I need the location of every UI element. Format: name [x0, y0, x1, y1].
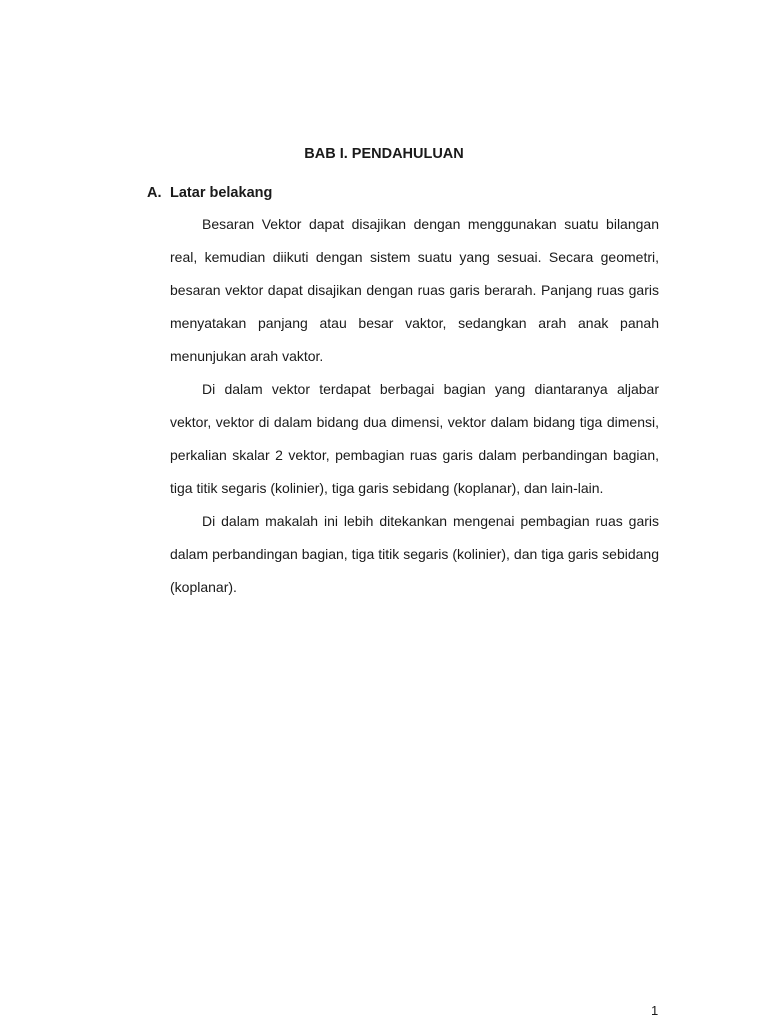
- section-heading: [147, 185, 272, 201]
- chapter-title: BAB I. PENDAHULUAN: [304, 146, 464, 162]
- paragraph-2: Di dalam vektor terdapat berbagai bagian yang diantaranya aljabar vektor, vektor di dalam bidang dua dimensi, vektor dalam bidang tiga dimensi, perkalian skalar 2 vektor, pembagian ruas garis dalam perbandingan bagian, tiga titik segaris (kolinier), tiga garis sebidang (koplanar), dan lain-lain.: [170, 381, 659, 496]
- section-letter: A.: [147, 185, 162, 201]
- section-title: Latar belakang: [170, 185, 273, 201]
- body-text: [170, 208, 659, 604]
- paragraph-1: Besaran Vektor dapat disajikan dengan menggunakan suatu bilangan real, kemudian diikuti dengan sistem suatu yang sesuai. Secara geometri, besaran vektor dapat disajikan dengan ruas garis berarah. Panjang ruas garis menyatakan panjang atau besar vaktor, sedangkan arah anak panah menunjukan arah vaktor.: [170, 216, 659, 364]
- page-number: 1: [651, 1003, 659, 1018]
- paragraph-3: Di dalam makalah ini lebih ditekankan mengenai pembagian ruas garis dalam perbandingan bagian, tiga titik segaris (kolinier), dan tiga garis sebidang (koplanar).: [170, 513, 659, 595]
